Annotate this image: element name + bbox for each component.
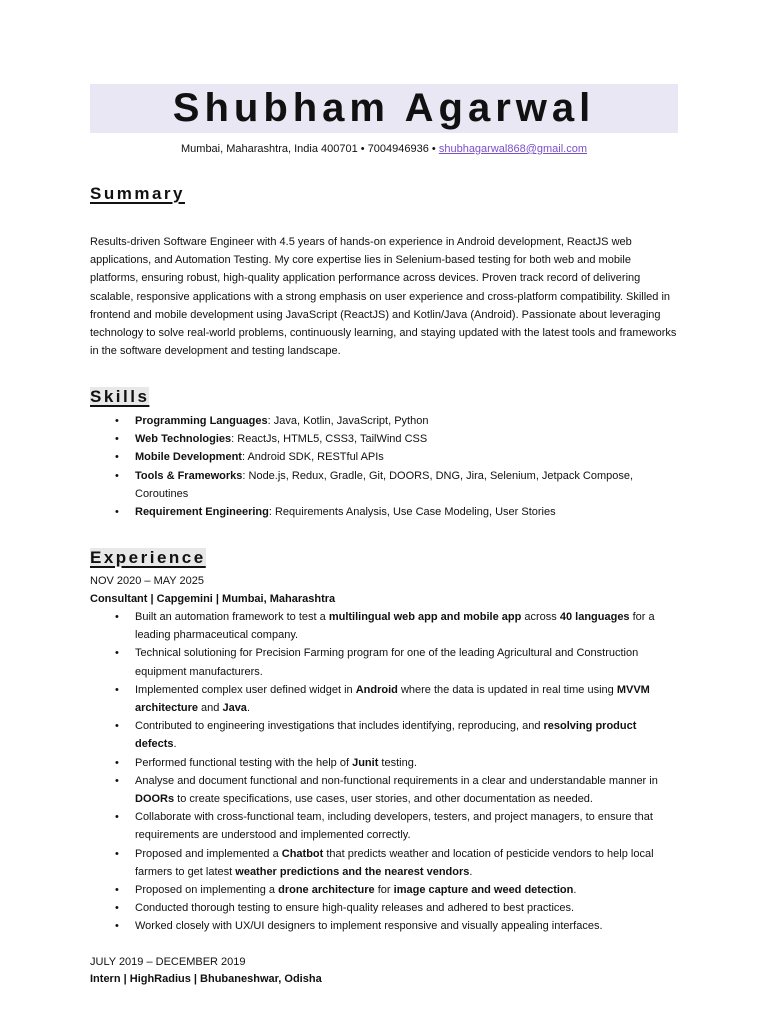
bullet-highlight: image capture and weed detection bbox=[393, 884, 574, 897]
summary-heading bbox=[90, 184, 185, 204]
experience-bullet bbox=[90, 608, 680, 644]
job-role: Consultant | Capgemini | Mumbai, Maharashtra bbox=[90, 593, 336, 605]
experience-bullet bbox=[90, 717, 680, 753]
skill-item bbox=[90, 412, 680, 430]
bullet-text: . bbox=[573, 884, 577, 897]
bullet-highlight: Android bbox=[355, 683, 398, 696]
bullet-highlight: weather predictions and the nearest vendors bbox=[235, 865, 470, 878]
skills-list bbox=[90, 412, 680, 521]
separator: • bbox=[428, 143, 439, 155]
skill-label: Web Technologies bbox=[135, 433, 232, 446]
bullet-text: that predicts weather and location of pesticide vendors to help local farmers to get latest bbox=[135, 847, 654, 878]
location-text: Mumbai, Maharashtra, India 400701 bbox=[181, 143, 358, 155]
bullet-text: for a leading pharmaceutical company. bbox=[135, 611, 655, 642]
experience-bullet bbox=[90, 917, 680, 935]
experience-heading bbox=[90, 548, 206, 568]
bullet-text: Conducted thorough testing to ensure high-quality releases and adhered to best practices. bbox=[135, 902, 575, 915]
summary-paragraph: Results-driven Software Engineer with 4.5 years of hands-on experience in Android development, ReactJS web applications, and Automation Testing. My core expertise lies in Selenium-based testing for both web and mobile platforms, ensuring robust, high-quality application performance across devices. Proven track record of delivering scalable, responsive applications with a strong emphasis on user experience and cross-platform compatibility. Skilled in frontend and mobile development using JavaScript (ReactJS) and Kotlin/Java (Android). Passionate about leveraging technology to solve real-world problems, continuously learning, and staying updated with the latest tools and frameworks in the software development and testing landscape. bbox=[90, 236, 677, 358]
skills-heading bbox=[90, 387, 149, 407]
bullet-text: Implemented complex user defined widget in bbox=[135, 683, 356, 696]
skill-value: : ReactJs, HTML5, CSS3, TailWind CSS bbox=[231, 433, 428, 446]
bullet-highlight: Chatbot bbox=[281, 847, 324, 860]
bullet-text: . bbox=[469, 865, 473, 878]
bullet-highlight: Junit bbox=[352, 756, 379, 769]
skill-label: Requirement Engineering bbox=[135, 506, 269, 519]
bullet-text: Proposed on implementing a bbox=[135, 884, 279, 897]
bullet-highlight: resolving product defects bbox=[135, 720, 637, 751]
skill-item bbox=[90, 448, 680, 466]
skill-label: Mobile Development bbox=[135, 451, 242, 464]
bullet-text: Analyse and document functional and non-functional requirements in a clear and understandable manner in bbox=[135, 774, 658, 787]
job-role: Intern | HighRadius | Bhubaneshwar, Odisha bbox=[90, 973, 322, 985]
experience-bullet bbox=[90, 881, 680, 899]
bullet-text: Collaborate with cross-functional team, including developers, testers, and project managers, to ensure that requirements are understood and implemented correctly. bbox=[135, 811, 653, 842]
bullet-text: . bbox=[246, 702, 250, 715]
experience-heading-text: Experience bbox=[90, 548, 206, 567]
bullet-text: to create specifications, use cases, user stories, and other documentation as needed. bbox=[174, 793, 593, 806]
bullet-highlight: drone architecture bbox=[278, 884, 375, 897]
experience-bullet bbox=[90, 899, 680, 917]
bullet-text: testing. bbox=[378, 756, 417, 769]
experience-bullet bbox=[90, 845, 680, 881]
job-dates: JULY 2019 – DECEMBER 2019 bbox=[90, 956, 246, 968]
bullet-text: Worked closely with UX/UI designers to implement responsive and visually appealing interfaces. bbox=[135, 920, 603, 933]
skill-item bbox=[90, 467, 680, 503]
experience-bullet bbox=[90, 772, 680, 808]
bullet-text: Contributed to engineering investigations that includes identifying, reproducing, and bbox=[135, 720, 544, 733]
candidate-name: Shubham Agarwal bbox=[172, 86, 596, 130]
phone-text: 7004946936 bbox=[367, 143, 429, 155]
bullet-text: where the data is updated in real time using bbox=[397, 683, 617, 696]
experience-bullet bbox=[90, 681, 680, 717]
skill-value: : Android SDK, RESTful APIs bbox=[241, 451, 384, 464]
skill-value: : Requirements Analysis, Use Case Modeling, User Stories bbox=[268, 506, 556, 519]
skill-value: : Node.js, Redux, Gradle, Git, DOORS, DNG, Jira, Selenium, Jetpack Compose, Coroutines bbox=[135, 469, 634, 500]
bullet-highlight: multilingual web app and mobile app bbox=[328, 611, 522, 623]
job-bullets bbox=[90, 608, 680, 936]
contact-line bbox=[0, 142, 768, 156]
bullet-text: Technical solutioning for Precision Farming program for one of the leading Agricultural and Construction equipment manufacturers. bbox=[135, 647, 639, 678]
experience-bullet bbox=[90, 808, 680, 844]
skill-label: Programming Languages bbox=[135, 415, 268, 427]
bullet-highlight: Java bbox=[222, 702, 247, 715]
skill-item bbox=[90, 430, 680, 448]
bullet-text: Proposed and implemented a bbox=[135, 847, 282, 860]
bullet-text: across bbox=[521, 611, 560, 623]
bullet-text: . bbox=[173, 738, 177, 751]
bullet-highlight: DOORs bbox=[135, 793, 175, 806]
bullet-text: for bbox=[374, 884, 394, 897]
bullet-highlight: MVVM architecture bbox=[135, 683, 650, 715]
skill-item bbox=[90, 503, 680, 521]
summary-heading-text: Summary bbox=[90, 184, 185, 203]
experience-bullet bbox=[90, 754, 680, 772]
job-dates: NOV 2020 – MAY 2025 bbox=[90, 575, 204, 587]
experience-bullet bbox=[90, 644, 680, 680]
bullet-text: Built an automation framework to test a bbox=[135, 611, 329, 623]
skills-heading-text: Skills bbox=[90, 387, 150, 406]
email-link[interactable]: shubhagarwal868@gmail.com bbox=[438, 143, 587, 155]
separator: • bbox=[357, 143, 368, 155]
bullet-highlight: 40 languages bbox=[559, 611, 630, 623]
name-banner bbox=[90, 84, 678, 133]
skill-label: Tools & Frameworks bbox=[135, 469, 243, 482]
skill-value: : Java, Kotlin, JavaScript, Python bbox=[267, 415, 429, 427]
bullet-text: Performed functional testing with the help of bbox=[135, 756, 353, 769]
bullet-text: and bbox=[197, 702, 223, 715]
